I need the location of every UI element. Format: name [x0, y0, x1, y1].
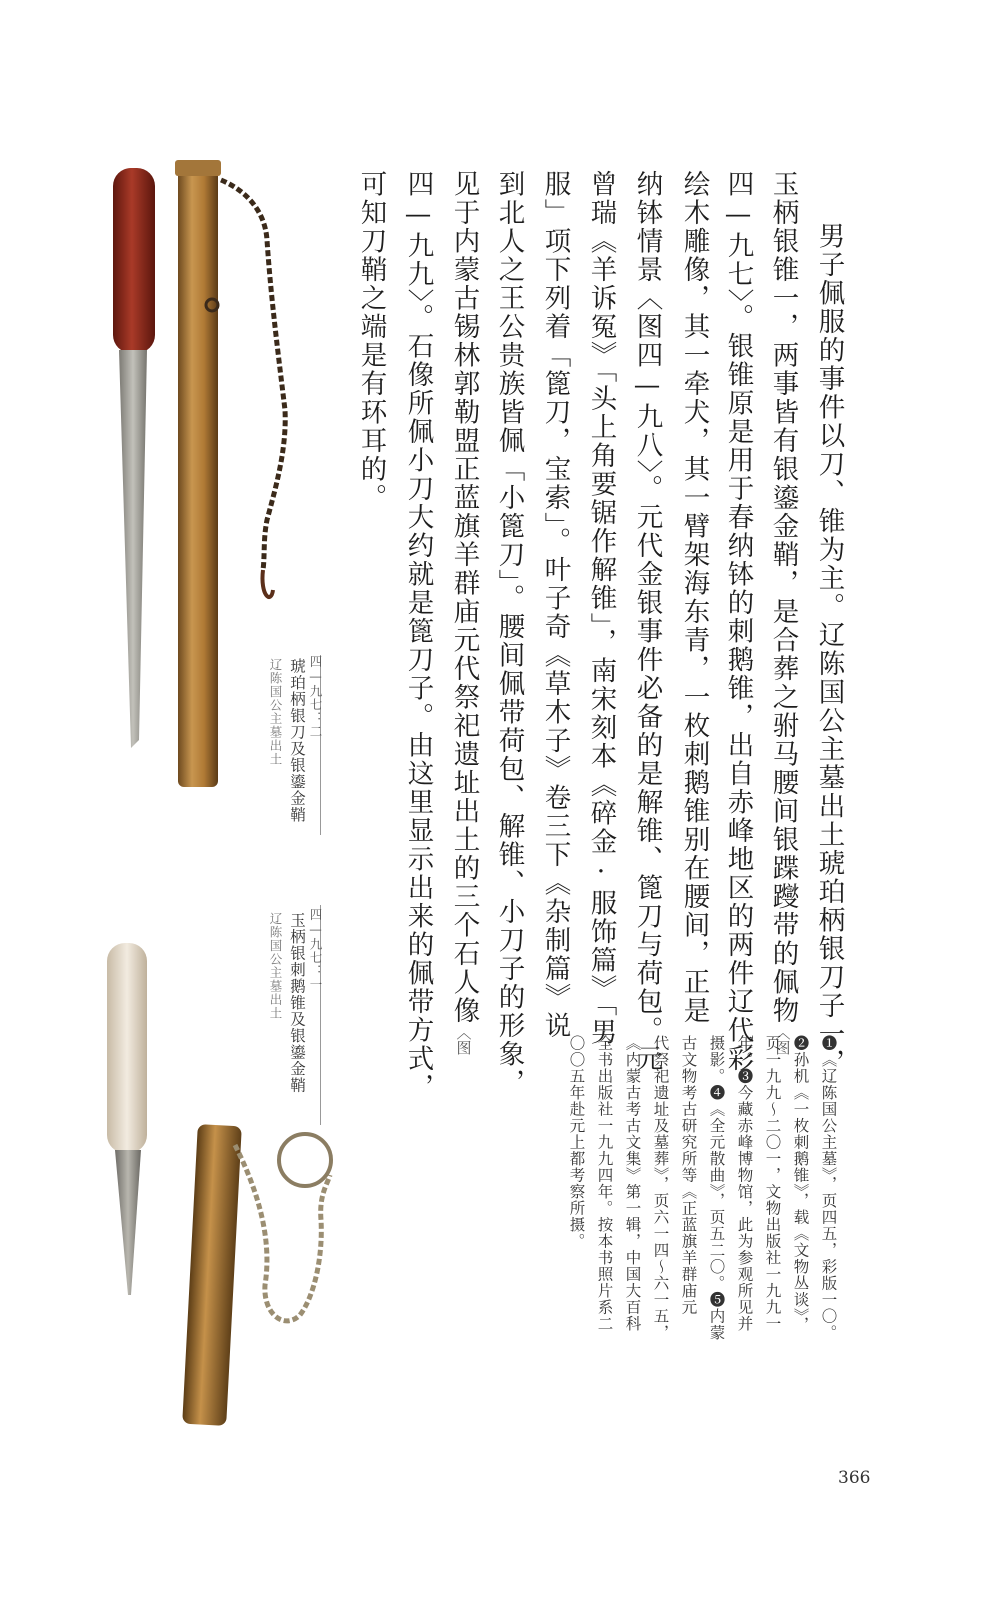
main-column-4: 绘木雕像，其一牵犬，其一臂架海东青，一枚刺鹅锥别在腰间，正是 — [678, 170, 710, 1025]
main-column-6: 曾瑞《羊诉冤》「头上角要锯作解锥」，南宋刻本《碎金·服饰篇》「男 — [585, 170, 617, 1047]
caption-2-source: 辽陈国公主墓出土 — [268, 912, 283, 1020]
main-column-10: 四—九九〉。石像所佩小刀大约就是篦刀子。由这里显示出来的佩带方式， — [402, 170, 434, 1102]
main-column-2: 玉柄银锥一，两事皆有银鎏金鞘，是合葬之驸马腰间银蹀躞带的佩物〈图 — [767, 170, 799, 1055]
main-column-8: 到北人之王公贵族皆佩「小篦刀」。腰间佩带荷包、解锥、小刀子的形象， — [493, 170, 525, 1098]
footnote-column-8: 《内蒙古考古文集》第一辑，中国大百科 — [623, 1035, 642, 1332]
footnote-column-10: 〇〇五年赴元上都考察所摄。 — [567, 1035, 586, 1250]
amber-handle — [113, 168, 155, 353]
awl-sheath — [182, 1124, 242, 1426]
footnote-column-1: ❶《辽陈国公主墓》，页四五，彩版一〇。 — [819, 1035, 838, 1341]
caption-2-number: 四—九七：一 — [308, 908, 323, 992]
main-column-5: 纳钵情景〈图四—九八〉。元代金银事件必备的是解锥、篦刀与荷包。元 — [631, 170, 663, 1074]
main-column-3: 四—九七〉。银锥原是用于春纳钵的刺鹅锥，出自赤峰地区的两件辽代彩 — [722, 170, 754, 1074]
main-column-9: 见于内蒙古锡林郭勒盟正蓝旗羊群庙元代祭祀遗址出土的三个石人像〈图 — [448, 170, 480, 1055]
awl-blade — [115, 1150, 141, 1295]
jade-handle — [107, 943, 147, 1153]
knife-chain — [221, 180, 285, 570]
knife-blade — [119, 350, 147, 748]
knife-sheath — [178, 162, 218, 787]
footnote-column-4: 年。❸今藏赤峰博物馆，此为参观所见并 — [735, 1035, 754, 1332]
footnote-column-3: 页一九九～二〇一，文物出版社一九九一 — [763, 1035, 782, 1332]
main-column-1: 男子佩服的事件以刀、锥为主。辽陈国公主墓出土琥珀柄银刀子一， — [813, 222, 845, 1077]
awl-ring — [279, 1134, 331, 1186]
page-number: 366 — [838, 1468, 871, 1488]
footnote-column-9: 全书出版社一九九四年。按本书照片系二 — [595, 1035, 614, 1332]
footnote-column-6: 古文物考古研究所等《正蓝旗羊群庙元 — [679, 1035, 698, 1316]
footnote-column-5: 摄影。❹《全元散曲》，页五二〇。❺内蒙 — [707, 1035, 726, 1341]
caption-1-title: 琥珀柄银刀及银鎏金鞘 — [288, 658, 306, 823]
caption-1-source: 辽陈国公主墓出土 — [268, 658, 283, 766]
caption-2-title: 玉柄银刺鹅锥及银鎏金鞘 — [288, 912, 306, 1094]
caption-1-number: 四—九七：二 — [308, 655, 323, 739]
awl-photo — [95, 935, 355, 1440]
main-column-11: 可知刀鞘之端是有环耳的。 — [355, 170, 387, 512]
footnote-column-2: ❷孙机《一枚刺鹅锥》，载《文物丛谈》， — [791, 1035, 810, 1333]
main-column-7: 服」项下列着「篦刀，宝索」。叶子奇《草木子》卷三下《杂制篇》说 — [539, 170, 571, 1041]
footnote-column-7: 代祭祀遗址及墓葬》，页六一四～六一五， — [651, 1035, 670, 1341]
